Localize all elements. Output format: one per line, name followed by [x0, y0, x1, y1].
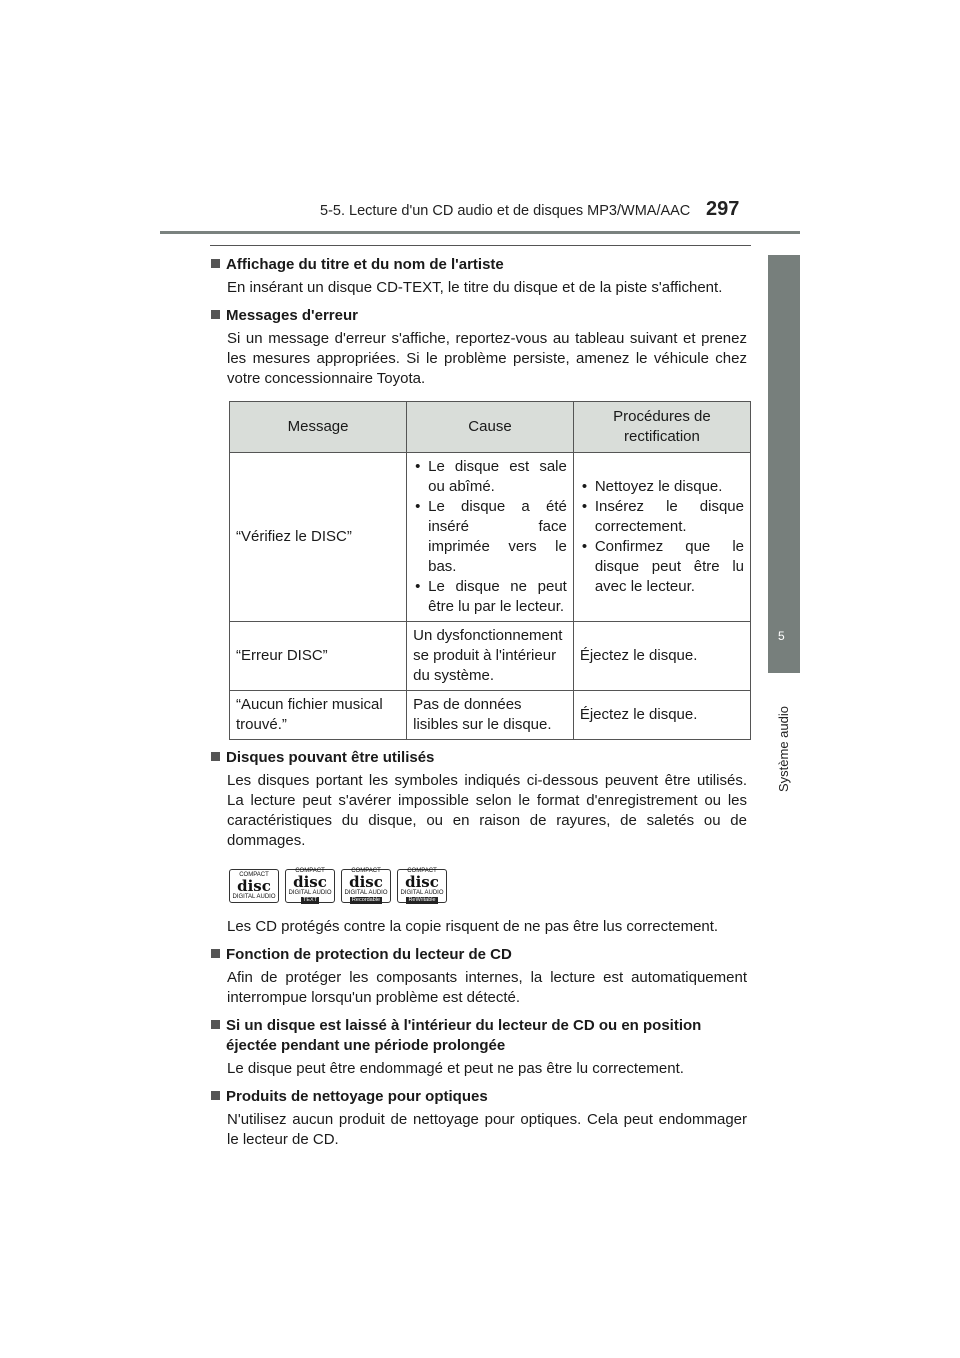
section-heading: Affichage du titre et du nom de l'artiste: [211, 255, 751, 275]
chapter-label: Système audio: [776, 706, 791, 792]
message-cell: “Erreur DISC”: [230, 622, 407, 691]
square-bullet-icon: [211, 752, 220, 761]
section-heading: Fonction de protection du lecteur de CD: [211, 945, 751, 965]
table-header-row: [230, 402, 751, 453]
page-number: 297: [706, 198, 740, 220]
list-item: • Le disque a été inséré face imprimée vers le bas.: [413, 497, 567, 577]
section-heading: Disques pouvant être utilisés: [211, 748, 751, 768]
table-row: [230, 622, 751, 691]
section-heading: Messages d'erreur: [211, 306, 751, 326]
chapter-number: 5: [778, 629, 785, 643]
header-rule: [160, 231, 800, 234]
section-text: En insérant un disque CD-TEXT, le titre du disque et de la piste s'affichent.: [227, 279, 723, 296]
compact-disc-logo: COMPACT disc DIGITAL AUDIO: [229, 869, 279, 903]
action-cell: [573, 453, 750, 622]
section-text: N'utilisez aucun produit de nettoyage pour optiques. Cela peut endommager le lecteur de CD.: [227, 1111, 747, 1148]
section-heading: Produits de nettoyage pour optiques: [211, 1087, 751, 1107]
table-row: [230, 691, 751, 740]
section-heading: Si un disque est laissé à l'intérieur du lecteur de CD ou en position éjectée pendant une période prolongée: [211, 1016, 751, 1056]
page-content: [211, 255, 751, 1158]
compact-disc-text-logo: COMPACT disc DIGITAL AUDIO TEXT: [285, 869, 335, 903]
cause-cell: Un dysfonctionnement se produit à l'intérieur du système.: [407, 622, 574, 691]
section-text: Si un message d'erreur s'affiche, reportez-vous au tableau suivant et prenez les mesures appropriées. Si le problème persiste, amenez le véhicule chez votre concessionnaire Toyota.: [227, 330, 747, 387]
square-bullet-icon: [211, 259, 220, 268]
compact-disc-rewritable-logo: COMPACT disc DIGITAL AUDIO ReWritable: [397, 869, 447, 903]
compact-disc-recordable-logo: COMPACT disc DIGITAL AUDIO Recordable: [341, 869, 391, 903]
cause-cell: Pas de données lisibles sur le disque.: [407, 691, 574, 740]
disc-logos: [229, 869, 751, 905]
list-item: • Nettoyez le disque.: [580, 477, 744, 497]
error-messages-table: [229, 401, 751, 740]
list-item: • Confirmez que le disque peut être lu avec le lecteur.: [580, 537, 744, 597]
list-item: • Le disque est sale ou abîmé.: [413, 457, 567, 497]
column-header: Cause: [407, 402, 574, 453]
message-cell: “Aucun fichier musical trouvé.”: [230, 691, 407, 740]
content-top-rule: [210, 245, 751, 246]
chapter-side-tab: [768, 255, 800, 673]
section-text: Les disques portant les symboles indiqués ci-dessous peuvent être utilisés. La lecture peut s'avérer impossible selon le format d'enregistrement ou les caractéristiques du disque, ou en raison de rayures, de saletés ou de dommages.: [227, 772, 747, 849]
running-header-title: 5-5. Lecture d'un CD audio et de disques MP3/WMA/AAC: [320, 203, 691, 219]
square-bullet-icon: [211, 310, 220, 319]
list-item: • Insérez le disque correctement.: [580, 497, 744, 537]
cause-cell: [407, 453, 574, 622]
square-bullet-icon: [211, 1020, 220, 1029]
section-text: Le disque peut être endommagé et peut ne pas être lu correctement.: [227, 1060, 684, 1077]
section-text: Afin de protéger les composants internes, la lecture est automatiquement interrompue lorsqu'un problème est détecté.: [227, 969, 747, 1006]
table-row: [230, 453, 751, 622]
message-cell: “Vérifiez le DISC”: [230, 453, 407, 622]
action-cell: Éjectez le disque.: [573, 622, 750, 691]
column-header: Message: [230, 402, 407, 453]
column-header: Procédures de rectification: [573, 402, 750, 453]
section-note: Les CD protégés contre la copie risquent de ne pas être lus correctement.: [227, 918, 719, 935]
action-cell: Éjectez le disque.: [573, 691, 750, 740]
list-item: • Le disque ne peut être lu par le lecteur.: [413, 577, 567, 617]
square-bullet-icon: [211, 1091, 220, 1100]
square-bullet-icon: [211, 949, 220, 958]
